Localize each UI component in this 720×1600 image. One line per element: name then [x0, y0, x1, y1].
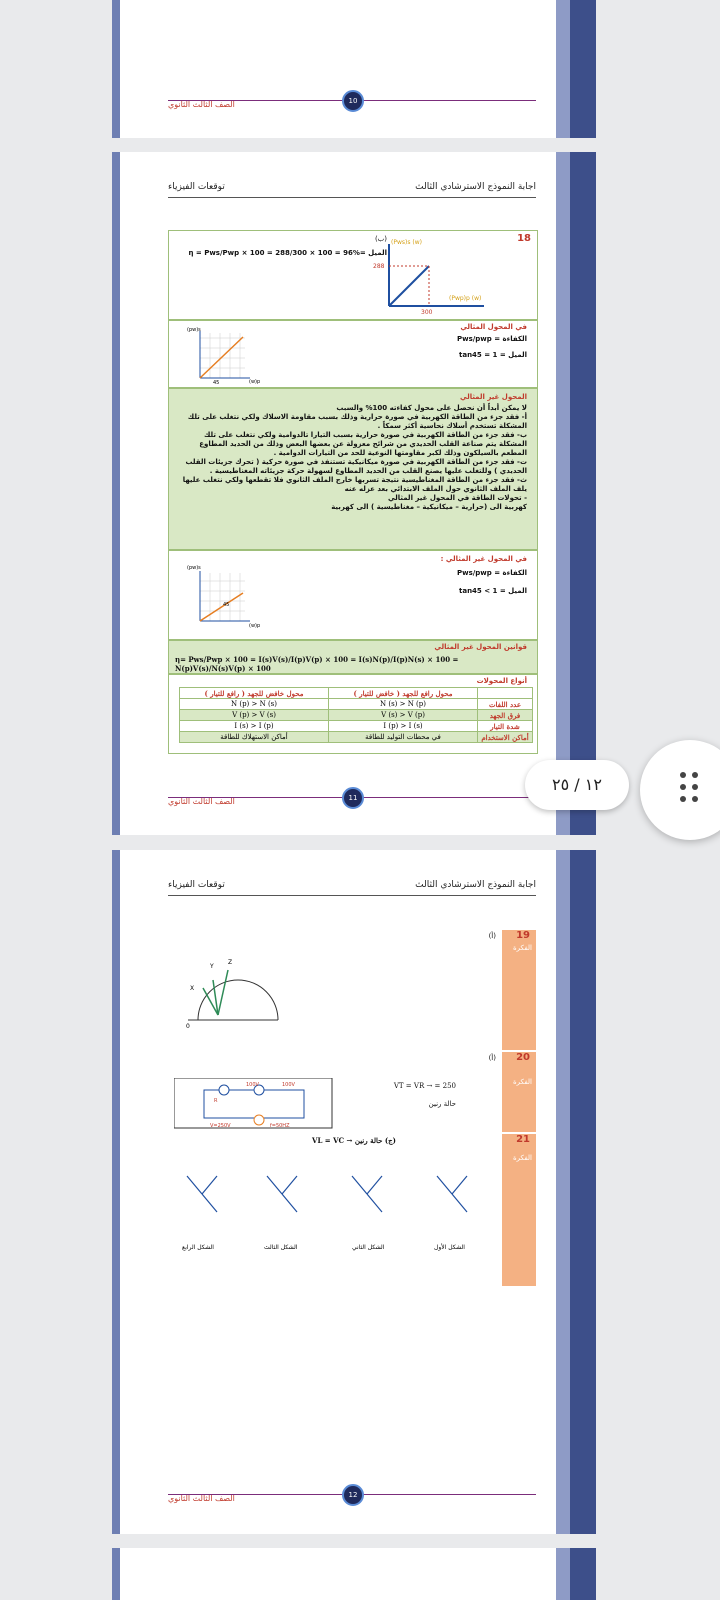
table-cell: محول رافع للجهد ( خافض للتيار ) [329, 688, 478, 699]
table-cell: N (p) > N (s) [180, 699, 329, 710]
non-ideal-line: لا يمكن أبداً أن نحصل على محول كفاءته 100% والسبب [336, 404, 527, 412]
page-border-right-light [556, 1548, 570, 1600]
non-ideal-line: - تحولات الطاقة في المحول غير المثالي [388, 494, 527, 502]
graph-value-y: 288 [373, 263, 385, 270]
page-border-left [112, 152, 120, 835]
question-label: الفكرة [512, 1078, 532, 1086]
table-cell [478, 688, 533, 699]
voltmeter-label: 100V [282, 1082, 295, 1088]
question-number: 19 [516, 930, 530, 941]
header-subject: توقعات الفيزياء [168, 182, 225, 192]
axis-label: 0 [186, 1023, 190, 1030]
ideal-title: في المحول المثالي [460, 323, 527, 331]
shape-label: الشكل الثالث [264, 1244, 298, 1251]
circuit-diagram [174, 1078, 334, 1130]
footer-text: الصف الثالث الثانوي [168, 100, 235, 109]
table-cell: شدة التيار [478, 721, 533, 732]
ideal-graph-angle: 45 [213, 380, 220, 385]
non-ideal-graph-x: (w)p [249, 623, 261, 629]
resonance-note: حالة رنين [428, 1100, 456, 1108]
question-label: الفكرة [512, 944, 532, 952]
types-title: أنواع المحولات [476, 677, 527, 685]
non-ideal-box [168, 388, 538, 550]
table-cell: V (s) > V (p) [329, 710, 478, 721]
question-20-box [168, 1052, 536, 1132]
voltmeter-label: 100V [246, 1082, 259, 1088]
resistor-label: R [214, 1098, 218, 1104]
types-table-wrap [179, 687, 533, 743]
non-ideal-graph-box [168, 550, 538, 640]
page-border-left [112, 850, 120, 1534]
table-cell: أماكن الاستهلاك للطاقة [180, 732, 329, 743]
non-ideal-line: ت- فقد جزء من الطاقة الكهربية في صورة ميكانيكية تستنفذ في صورة حركية ( تحرك جزيئات القلب الحديدي ) وللتغلب عليها يصنع القلب من الحديد المطاوع لسهولة حركة جزيئاته المغناطيسية . [185, 458, 527, 475]
table-cell: فرق الجهد [478, 710, 533, 721]
table-cell: محول خافض للجهد ( رافع للتيار ) [180, 688, 329, 699]
efficiency-formula: الميل =η = Pws/Pwp × 100 = 288/300 × 100 = 96% [188, 249, 387, 257]
table-cell: أماكن الاستخدام [478, 732, 533, 743]
header-line [168, 895, 536, 896]
question-side-panel [502, 1134, 536, 1286]
laws-box [168, 640, 538, 674]
page-number-badge: 12 [342, 1484, 364, 1506]
table-cell: عدد اللفات [478, 699, 533, 710]
table-cell: في محطات التوليد للطاقة [329, 732, 478, 743]
power-graph [369, 236, 499, 316]
graph-value-x: 300 [421, 309, 433, 316]
table-cell: N (s) > N (p) [329, 699, 478, 710]
axis-label: X [190, 985, 195, 992]
transformer-types-box [168, 674, 538, 754]
non-ideal-graph-y: (pw)s [187, 565, 201, 571]
question-side-panel [502, 1052, 536, 1132]
grid-menu-button[interactable] [640, 740, 720, 840]
non-ideal2-slope: الميل = 1 > tan45 [459, 587, 527, 595]
question-number: 21 [516, 1134, 530, 1145]
question-number: 20 [516, 1052, 530, 1063]
table-cell: V (p) > V (s) [180, 710, 329, 721]
ideal-graph-y: (pw)s [187, 327, 201, 333]
page-border-right-dark [570, 850, 596, 1534]
answer-letter: (أ) [488, 1054, 496, 1062]
page-border-left [112, 1548, 120, 1600]
table-row [180, 732, 533, 743]
question-label: الفكرة [512, 1154, 532, 1162]
question-side-panel [502, 930, 536, 1050]
document-page-11 [112, 152, 596, 835]
non-ideal2-title: في المحول غير المثالي : [440, 555, 527, 563]
ideal-graph-x: (w)p [249, 379, 261, 385]
page-border-right-light [556, 0, 570, 138]
ideal-slope: الميل = 1 = tan45 [459, 351, 527, 359]
non-ideal-line: أ- فقد جزء من الطاقة الكهربية في صورة حرارية وذلك بسبب مقاومة الاسلاك ولكي نتغلب على تلك المشكلة تستخدم أسلاك نحاسية أكثر سمكاً . [187, 413, 527, 430]
resonance-equation: VT = VR → = 250 [393, 1082, 456, 1090]
question-18-box [168, 230, 538, 320]
table-row [180, 721, 533, 732]
page-border-right-dark [570, 0, 596, 138]
document-page-13-partial [112, 1548, 596, 1600]
page-number-badge: 10 [342, 90, 364, 112]
table-cell: I (p) > I (s) [329, 721, 478, 732]
question-21-box [168, 1134, 536, 1286]
shape-label: الشكل الثاني [352, 1244, 385, 1251]
question-19-box [168, 930, 536, 1050]
ideal-efficiency: الكفاءة = Pws/pwp [456, 335, 527, 343]
footer-text: الصف الثالث الثانوي [168, 1494, 235, 1503]
header-title: اجابة النموذج الاسترشادي الثالث [415, 182, 536, 192]
phasor-diagrams [172, 1154, 492, 1264]
source-voltage: V=250V [210, 1123, 231, 1129]
page-number-badge: 11 [342, 787, 364, 809]
q21-equation: (ج) حالة رنين → VL = VC [312, 1136, 396, 1145]
header-line [168, 197, 536, 198]
ideal-transformer-box [168, 320, 538, 388]
non-ideal-line: ب- فقد جزء من الطاقة الكهربية في صورة حرارية بسبب التيارا تالدوامية ولكي نتغلب على تلك المشكلة يتم صناعة القلب الحديدي من شرائح معزولة عن بعضها البعض وذلك من الحديد المطاوع المطعم بالسيلكون وذلك لكبر مقاومتها النوعية للحد من التيارات الدوامية . [199, 431, 527, 457]
source-frequency: f=50HZ [270, 1123, 290, 1129]
header-subject: توقعات الفيزياء [168, 880, 225, 890]
page-border-left [112, 0, 120, 138]
page-border-right-dark [570, 1548, 596, 1600]
laws-formula: η= Pws/Pwp × 100 = I(s)V(s)/I(p)V(p) × 100 = I(s)N(p)/I(p)N(s) × 100 = N(p)V(s)/N(s)V(p) × 100 [175, 655, 459, 673]
table-cell: I (s) > I (p) [180, 721, 329, 732]
document-page-10 [112, 0, 596, 138]
ideal-graph [185, 323, 265, 385]
page-border-right-light [556, 850, 570, 1534]
document-page-12 [112, 850, 596, 1534]
non-ideal-graph [185, 561, 265, 631]
shape-label: الشكل الرابع [182, 1244, 214, 1251]
page-indicator: ١٢ / ٢٥ [525, 760, 629, 810]
table-row [180, 699, 533, 710]
question-number: 18 [517, 233, 531, 244]
axis-label: Z [228, 959, 233, 966]
non-ideal2-efficiency: الكفاءة = Pws/pwp [456, 569, 527, 577]
non-ideal-title: المحول غير المثالي [459, 393, 527, 401]
non-ideal-line: كهربية الى (حرارية – ميكانيكية – مغناطيسية ) الى كهربية [331, 503, 527, 511]
vector-diagram [178, 950, 288, 1030]
graph-y-label: (Pws)s (w) [391, 239, 422, 246]
page-border-right-dark [570, 152, 596, 835]
laws-title: قوانين المحول غير المثالي [434, 643, 527, 651]
axis-label: Y [210, 963, 214, 970]
non-ideal-text [179, 404, 527, 512]
page-border-right-light [556, 152, 570, 835]
shape-label: الشكل الأول [434, 1244, 465, 1251]
graph-x-label: (Pwp)p (w) [449, 295, 482, 302]
footer-text: الصف الثالث الثانوي [168, 797, 235, 806]
non-ideal-graph-angle: 45 [223, 602, 230, 608]
header-title: اجابة النموذج الاسترشادي الثالث [415, 880, 536, 890]
non-ideal-line: ث- فقد جزء من الطاقة المغناطيسية نتيجة تسربها خارج الملف الثانوي فلا تقطعها ولكي نتغلب عليها يلف الملف الثانوي حول الملف الابتدائي بعد عزله عنه [182, 476, 527, 493]
table-header-row [180, 688, 533, 699]
answer-letter: (أ) [488, 932, 496, 940]
types-table [179, 687, 533, 743]
table-row [180, 710, 533, 721]
question-part: (ب) [374, 235, 387, 243]
